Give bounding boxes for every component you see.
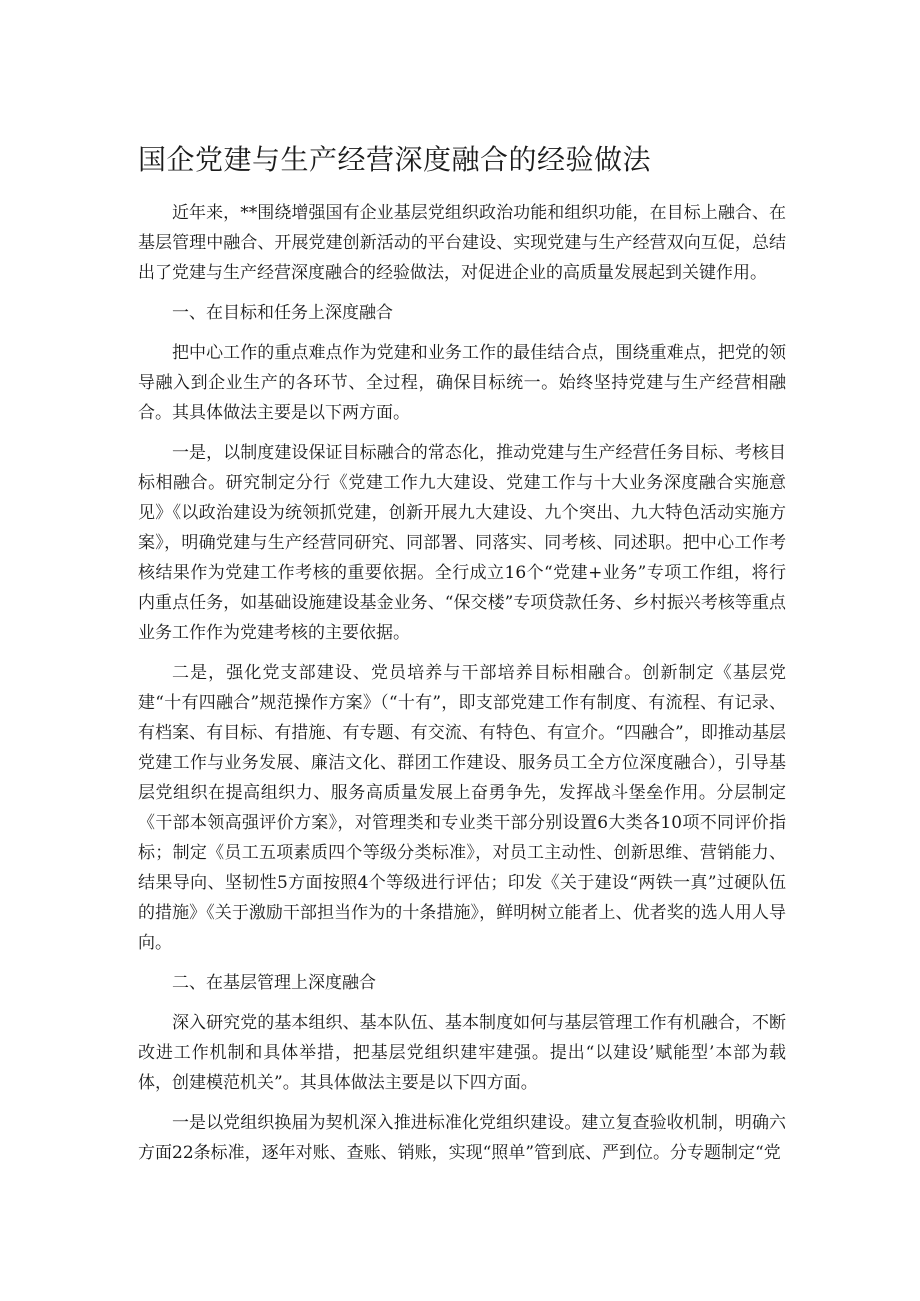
- intro-paragraph: 近年来，**围绕增强国有企业基层党组织政治功能和组织功能，在目标上融合、在基层管理中融合、开展党建创新活动的平台建设、实现党建与生产经营双向互促，总结出了党建与生产经营深度融合的经验做法，对促进企业的高质量发展起到关键作用。: [138, 203, 786, 283]
- section-1-point-1: 一是，以制度建设保证目标融合的常态化，推动党建与生产经营任务目标、考核目标相融合。研究制定分行《党建工作九大建设、党建工作与十大业务深度融合实施意见》《以政治建设为统领抓党建，创新开展九大建设、九个突出、九大特色活动实施方案》，明确党建与生产经营同研究、同部署、同落实、同考核、同述职。把中心工作考核结果作为党建工作考核的重要依据。全行成立16个“党建+业务”专项工作组，将行内重点任务，如基础设施建设基金业务、“保交楼”专项贷款任务、乡村振兴考核等重点业务工作作为党建考核的主要依据。: [138, 443, 786, 643]
- document-body: [138, 198, 786, 1178]
- section-heading-2: 二、在基层管理上深度融合: [172, 973, 376, 993]
- section-2-paragraph: 深入研究党的基本组织、基本队伍、基本制度如何与基层管理工作有机融合，不断改进工作机制和具体举措，把基层党组织建牢建强。提出“以建设’赋能型’本部为载体，创建模范机关”。其具体做法主要是以下四方面。: [138, 1013, 786, 1093]
- section-1-paragraph: 把中心工作的重点难点作为党建和业务工作的最佳结合点，围绕重难点，把党的领导融入到企业生产的各环节、全过程，确保目标统一。始终坚持党建与生产经营相融合。其具体做法主要是以下两方面。: [138, 343, 786, 423]
- section-1-point-2: 二是，强化党支部建设、党员培养与干部培养目标相融合。创新制定《基层党建“十有四融合”规范操作方案》（“十有”，即支部党建工作有制度、有流程、有记录、有档案、有目标、有措施、有专题、有交流、有特色、有宣介。“四融合”，即推动基层党建工作与业务发展、廉洁文化、群团工作建设、服务员工全方位深度融合），引导基层党组织在提高组织力、服务高质量发展上奋勇争先，发挥战斗堡垒作用。分层制定《干部本领高强评价方案》，对管理类和专业类干部分别设置6大类各10项不同评价指标；制定《员工五项素质四个等级分类标准》，对员工主动性、创新思维、营销能力、结果导向、坚韧性5方面按照4个等级进行评估；印发《关于建设“两铁一真”过硬队伍的措施》《关于激励干部担当作为的十条措施》，鲜明树立能者上、优者奖的选人用人导向。: [138, 663, 786, 953]
- document-title: 国企党建与生产经营深度融合的经验做法: [138, 143, 652, 176]
- section-heading-1: 一、在目标和任务上深度融合: [172, 303, 393, 323]
- section-2-point-1: 一是以党组织换届为契机深入推进标准化党组织建设。建立复查验收机制，明确六方面22条标准，逐年对账、查账、销账，实现“照单”管到底、严到位。分专题制定“党: [138, 1113, 786, 1163]
